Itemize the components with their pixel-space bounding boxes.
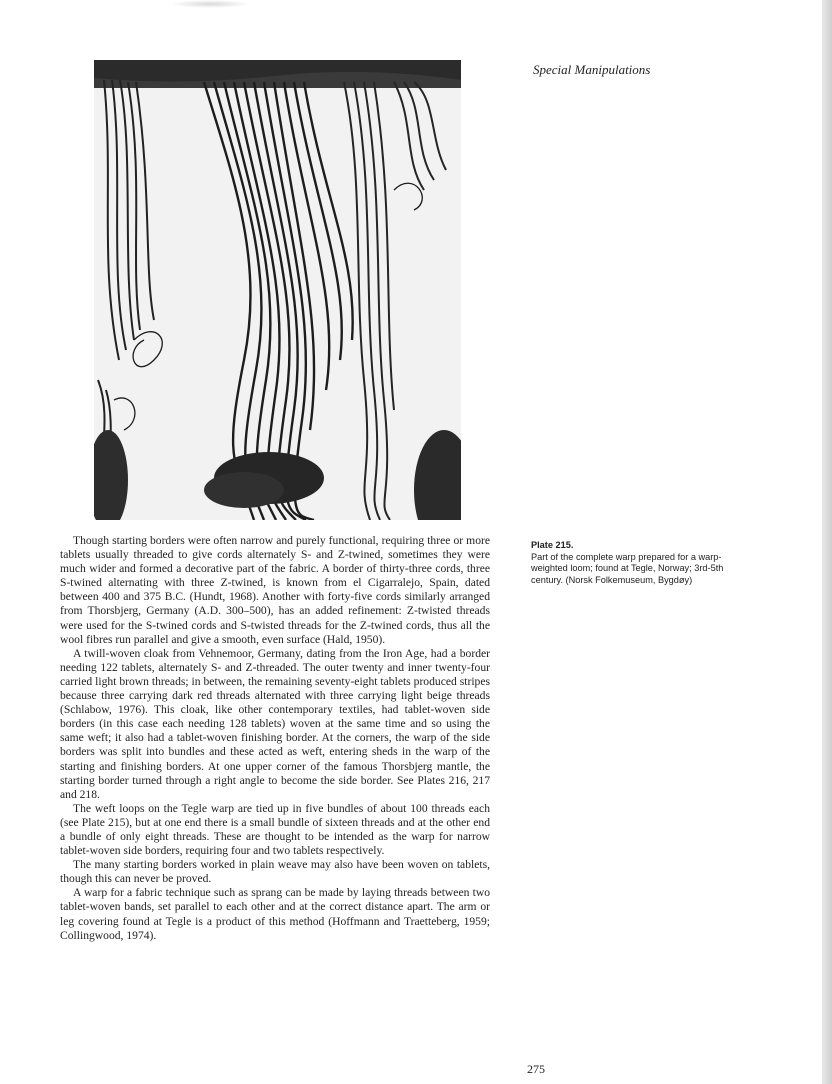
page-edge (822, 0, 832, 1084)
scan-smudge (170, 0, 250, 8)
paragraph: Though starting borders were often narrow and purely functional, requiring three or more tablets usually threaded to give cords alternately S- and Z-twined, sometimes they were much wider and formed a decorative part of the fabric. A border of thirty-three cords, three S-twined alternating with three Z-twined, is known from el Cigarralejo, Spain, dated between 400 and 375 B.C. (Hundt, 1968). Another with forty-five cords similarly arranged from Thorsbjerg, Germany (A.D. 300–500), has an added refinement: Z-twisted threads were used for the S-twined cords and S-twisted threads for the Z-twined cords, thus all the wool fibres run parallel and give a smooth, even surface (Hald, 1950). (60, 534, 490, 646)
plate-photograph (94, 60, 461, 520)
caption-body: Part of the complete warp prepared for a warp-weighted loom; found at Tegle, Norway; 3rd-5th century. (Norsk Folkemuseum, Bygdøy) (531, 551, 724, 585)
paragraph: A warp for a fabric technique such as sprang can be made by laying threads between two tablet-woven bands, set parallel to each other and at the correct distance apart. The arm or leg covering found at Tegle is a product of this method (Hoffmann and Traetteberg, 1959; Collingwood, 1974). (60, 886, 490, 942)
plate-caption (531, 540, 746, 586)
warp-threads-image (94, 60, 461, 520)
body-text (60, 534, 490, 943)
running-head: Special Manipulations (533, 62, 651, 77)
paragraph: A twill-woven cloak from Vehnemoor, Germany, dating from the Iron Age, had a border needing 122 tablets, alternately S- and Z-threaded. The outer twenty and inner twenty-four carried light brown threads; in between, the remaining seventy-eight tablets produced stripes because three carrying dark red threads alternated with three carrying light beige threads (Schlabow, 1976). This cloak, like other contemporary textiles, had tablet-woven side borders (in this case each needing 128 tablets) woven at the same time and so using the same weft; it also had a tablet-woven finishing border. At the corners, the warp of the side borders was split into bundles and these acted as weft, entering sheds in the warp of the starting and finishing borders. At one upper corner of the famous Thorsbjerg mantle, the starting border turned through a right angle to become the side border. See Plates 216, 217 and 218. (60, 646, 490, 801)
paragraph: The many starting borders worked in plain weave may also have been woven on tablets, though this can never be proved. (60, 858, 490, 886)
page-number: 275 (527, 1062, 545, 1076)
paragraph: The weft loops on the Tegle warp are tied up in five bundles of about 100 threads each (see Plate 215), but at one end there is a small bundle of sixteen threads and at the other end a bundle of only eight threads. These are thought to be intended as the warp for narrow tablet-woven side borders, requiring four and two tablets respectively. (60, 801, 490, 858)
caption-title: Plate 215. (531, 540, 574, 550)
